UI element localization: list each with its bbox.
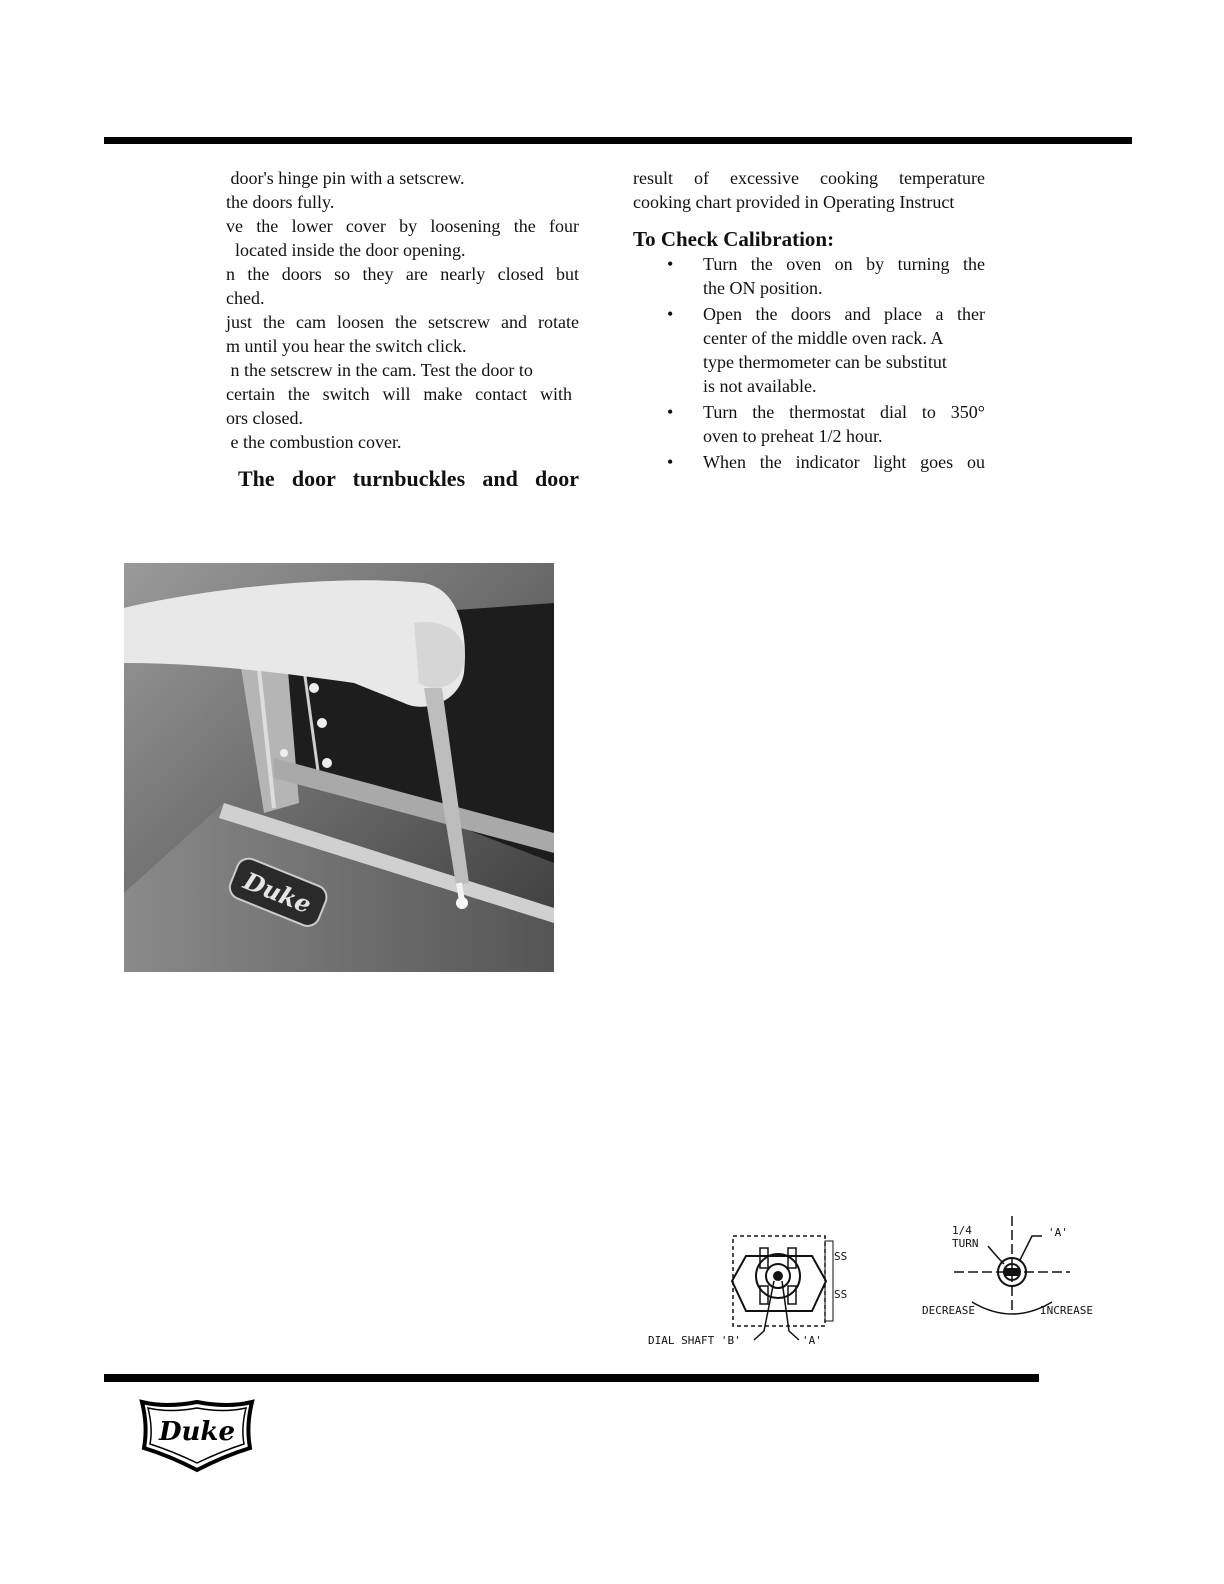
- turn-fraction-label: 1/4: [952, 1224, 972, 1237]
- bullet-item: [633, 450, 985, 474]
- decrease-label: DECREASE: [922, 1304, 975, 1317]
- bottom-rule: [104, 1374, 1039, 1382]
- calibration-heading: To Check Calibration:: [633, 227, 835, 251]
- bullet-item: [633, 302, 985, 398]
- bullet-line: Turn the oven on by turning the: [703, 254, 985, 274]
- dial-shaft-drawing: [634, 1226, 874, 1356]
- bullet-dot: •: [667, 402, 674, 422]
- bullet-line: Turn the thermostat dial to 350°: [703, 402, 985, 422]
- bullet-line: is not available.: [703, 376, 817, 396]
- bullet-line: Open the doors and place a ther: [703, 304, 985, 324]
- right-line: result of excessive cooking temperature: [633, 168, 985, 188]
- bullet-dot: •: [667, 452, 674, 472]
- photo-drawing: [124, 563, 554, 972]
- left-line: door's hinge pin with a setscrew.: [226, 168, 465, 188]
- bullet-item: [633, 400, 985, 448]
- left-line: n the setscrew in the cam. Test the door to: [226, 360, 533, 380]
- dial-shaft-label: DIAL SHAFT 'B': [648, 1334, 741, 1347]
- increase-label: INCREASE: [1040, 1304, 1093, 1317]
- terminal-mark-1-icon: SS: [834, 1250, 848, 1263]
- footer-logo-text: Duke: [158, 1417, 236, 1447]
- quarter-turn-diagram: [920, 1214, 1110, 1324]
- bullet-line: When the indicator light goes ou: [703, 452, 985, 472]
- left-heading: The door turnbuckles and door: [238, 466, 579, 491]
- quarter-turn-drawing: [920, 1214, 1110, 1324]
- bullet-line: oven to preheat 1/2 hour.: [703, 426, 883, 446]
- bullet-line: center of the middle oven rack. A: [703, 328, 944, 348]
- left-line: ched.: [226, 288, 265, 308]
- left-line: located inside the door opening.: [226, 240, 466, 260]
- bullet-line: the ON position.: [703, 278, 823, 298]
- duke-logo: [136, 1396, 258, 1474]
- right-column: [633, 166, 985, 476]
- terminal-mark-2-icon: SS: [834, 1288, 848, 1301]
- left-line: ve the lower cover by loosening the four: [226, 216, 579, 236]
- right-line: cooking chart provided in Operating Instruct: [633, 192, 955, 212]
- left-line: just the cam loosen the setscrew and rotate: [226, 312, 579, 332]
- bullet-line: type thermometer can be substitut: [703, 352, 947, 372]
- left-line: e the combustion cover.: [226, 432, 402, 452]
- duke-shield-icon: [136, 1396, 258, 1474]
- oven-door-adjustment-photo: [124, 563, 554, 972]
- left-line: ors closed.: [226, 408, 303, 428]
- bullet-dot: •: [667, 304, 674, 324]
- left-line: m until you hear the switch click.: [226, 336, 467, 356]
- turn-label: TURN: [952, 1237, 979, 1250]
- bullet-dot: •: [667, 254, 674, 274]
- top-rule: [104, 137, 1132, 144]
- bullet-item: [633, 252, 985, 300]
- left-line: n the doors so they are nearly closed but: [226, 264, 579, 284]
- dial-shaft-diagram: [634, 1226, 874, 1356]
- photo-logo-text: Duke: [239, 865, 316, 920]
- dial-a-label: 'A': [802, 1334, 822, 1347]
- turn-a-label: 'A': [1048, 1226, 1068, 1239]
- left-column: [226, 166, 579, 492]
- left-line: certain the switch will make contact with: [226, 384, 572, 404]
- left-line: the doors fully.: [226, 192, 335, 212]
